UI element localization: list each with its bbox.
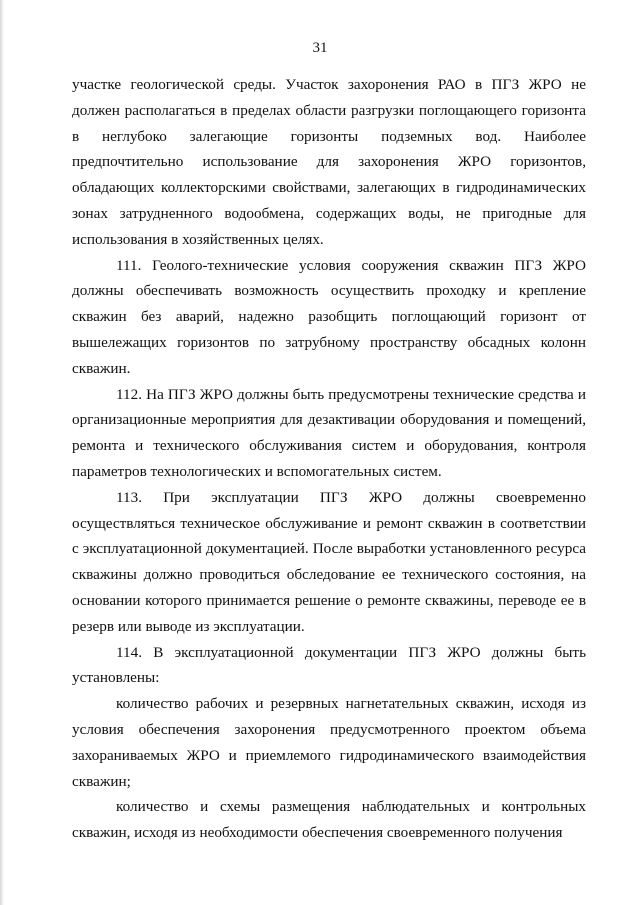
paragraph-113: 113. При эксплуатации ПГЗ ЖРО должны своевременно осуществляться техническое обслуживание и ремонт скважин в соответствии с эксплуатационной документацией. После выработки установленного ресурса скважины должно проводиться обследование ее технического состояния, на основании которого принимается решение о ремонте скважины, переводе ее в резерв или выводе из эксплуатации. xyxy=(72,488,586,635)
list-item-wells-count: количество рабочих и резервных нагнетательных скважин, исходя из условия обеспечения захоронения предусмотренного проектом объема захораниваемых ЖРО и приемлемого гидродинамического взаимодействия скважин; xyxy=(72,695,586,790)
paragraph-114: 114. В эксплуатационной документации ПГЗ ЖРО должны быть установлены: xyxy=(72,643,586,687)
list-item-monitoring-wells: количество и схемы размещения наблюдательных и контрольных скважин, исходя из необходимости обеспечения своевременного получения xyxy=(72,798,586,842)
page-number: 31 xyxy=(312,40,328,56)
paragraph-continuation: участке геологической среды. Участок захоронения РАО в ПГЗ ЖРО не должен располагаться в пределах области разгрузки поглощающего горизонта в неглубоко залегающие горизонты подземных вод. Наиболее предпочтительно использование для захоронения ЖРО горизонтов, обладающих коллекторскими свойствами, залегающих в гидродинамических зонах затрудненного водообмена, содержащих воды, не пригодные для использования в хозяйственных целях. xyxy=(72,76,586,248)
scan-edge-shadow xyxy=(0,0,4,905)
page-body xyxy=(72,72,586,846)
paragraph-111: 111. Геолого-технические условия сооружения скважин ПГЗ ЖРО должны обеспечивать возможность осуществить проходку и крепление скважин без аварий, надежно разобщить поглощающий горизонт от вышележащих горизонтов по затрубному пространству обсадных колонн скважин. xyxy=(72,256,586,377)
paragraph-112: 112. На ПГЗ ЖРО должны быть предусмотрены технические средства и организационные мероприятия для дезактивации оборудования и помещений, ремонта и технического обслуживания систем и оборудования, контроля параметров технологических и вспомогательных систем. xyxy=(72,385,586,480)
